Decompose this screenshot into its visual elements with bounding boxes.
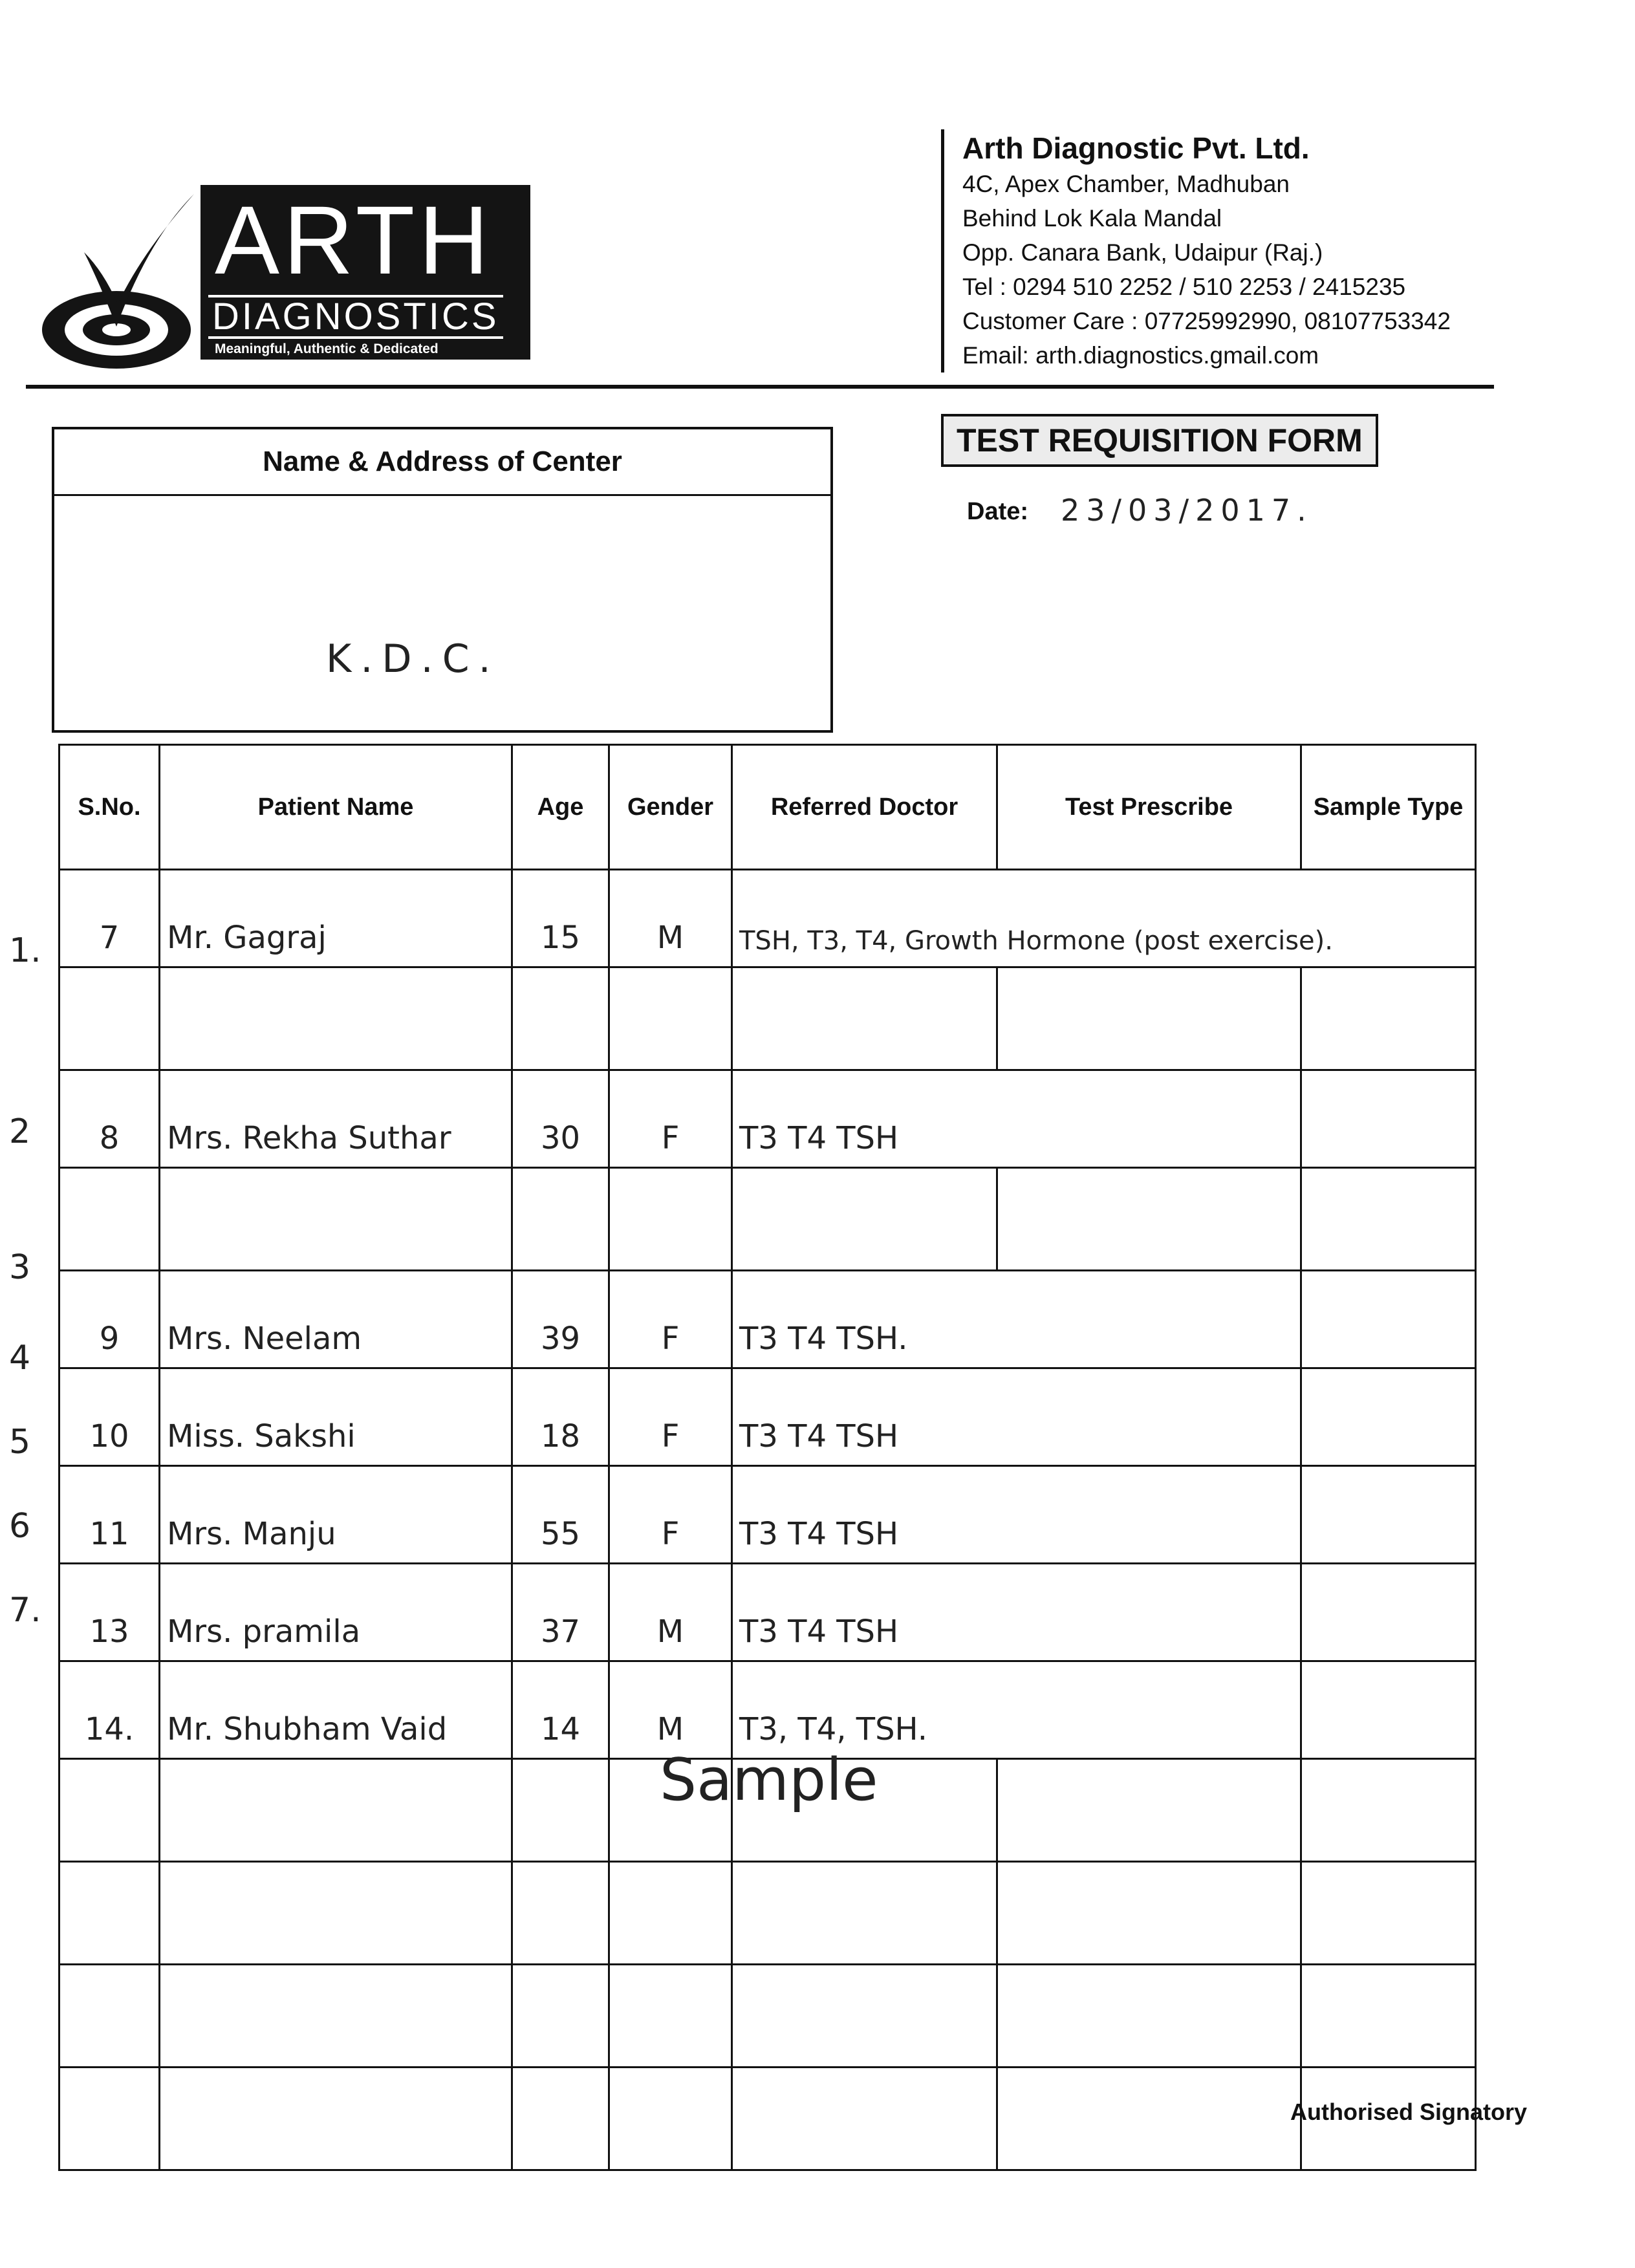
margin-number: 7. [9, 1591, 41, 1630]
tests-cell: T3 T4 TSH. [732, 1271, 1301, 1368]
age-cell: 55 [512, 1466, 609, 1564]
logo-box [200, 185, 530, 360]
sno-cell: 8 [60, 1070, 160, 1168]
date-label: Date: [967, 498, 1029, 525]
sample-type-cell [1301, 1661, 1476, 1759]
center-box [52, 427, 833, 733]
tests-cell: T3, T4, TSH. [732, 1661, 1301, 1759]
requisition-table [58, 744, 1477, 2171]
tests-cell: T3 T4 TSH [732, 1466, 1301, 1564]
logo-wordmark: ARTH [215, 186, 493, 294]
sample-type-cell [1301, 1271, 1476, 1368]
tests-cell: T3 T4 TSH [732, 1368, 1301, 1466]
table-row-empty [60, 1168, 1476, 1271]
sno-cell: 10 [60, 1368, 160, 1466]
gender-cell: F [609, 1466, 732, 1564]
sno-cell: 14. [60, 1661, 160, 1759]
table-row [60, 1466, 1476, 1564]
table-row-empty [60, 1965, 1476, 2068]
patient-name-cell: Mrs. Rekha Suthar [160, 1070, 512, 1168]
header-sno: S.No. [60, 745, 160, 870]
age-cell: 30 [512, 1070, 609, 1168]
table-row [60, 1661, 1476, 1759]
header-patient-name: Patient Name [160, 745, 512, 870]
tests-cell: TSH, T3, T4, Growth Hormone (post exercise). [732, 870, 1476, 967]
sno-cell: 9 [60, 1271, 160, 1368]
header-test-prescribe: Test Prescribe [997, 745, 1301, 870]
patient-name-cell: Mr. Shubham Vaid [160, 1661, 512, 1759]
date-value: 23/03/2017. [1061, 493, 1313, 528]
gender-cell: F [609, 1368, 732, 1466]
sample-type-cell [1301, 1466, 1476, 1564]
table-row-empty [60, 1862, 1476, 1965]
header-age: Age [512, 745, 609, 870]
phone-line: Tel : 0294 510 2252 / 510 2253 / 2415235 [962, 274, 1406, 300]
gender-cell: M [609, 1564, 732, 1661]
table-row-empty [60, 967, 1476, 1070]
authorised-signatory: Authorised Signatory [1290, 2099, 1528, 2125]
age-cell: 18 [512, 1368, 609, 1466]
margin-number: 4 [9, 1339, 31, 1377]
header-gender: Gender [609, 745, 732, 870]
tests-cell: T3 T4 TSH [732, 1070, 1301, 1168]
company-info [941, 129, 1609, 373]
center-label: Name & Address of Center [54, 429, 830, 496]
table-row [60, 1070, 1476, 1168]
gender-cell: M [609, 870, 732, 967]
form-title: TEST REQUISITION FORM [941, 414, 1378, 467]
table-row [60, 1564, 1476, 1661]
gender-cell: F [609, 1271, 732, 1368]
email-line: Email: arth.diagnostics.gmail.com [962, 342, 1319, 369]
header-sample-type: Sample Type [1301, 745, 1476, 870]
sno-cell: 13 [60, 1564, 160, 1661]
logo-tagline: Meaningful, Authentic & Dedicated [215, 341, 439, 356]
header-divider [26, 385, 1494, 389]
table-header-row [60, 745, 1476, 870]
age-cell: 14 [512, 1661, 609, 1759]
margin-number: 2 [9, 1112, 31, 1151]
table-row [60, 870, 1476, 967]
margin-number: 6 [9, 1507, 31, 1546]
gender-cell: M [609, 1661, 732, 1759]
header-referred-doctor: Referred Doctor [732, 745, 997, 870]
customer-care-line: Customer Care : 07725992990, 08107753342 [962, 308, 1451, 334]
age-cell: 37 [512, 1564, 609, 1661]
handwritten-signature: Sample [660, 1746, 878, 1814]
sample-type-cell [1301, 1368, 1476, 1466]
gender-cell: F [609, 1070, 732, 1168]
margin-number: 1. [9, 931, 41, 970]
logo-subtitle: DIAGNOSTICS [208, 295, 503, 339]
address-line: Opp. Canara Bank, Udaipur (Raj.) [962, 239, 1323, 266]
center-value: K.D.C. [326, 636, 500, 682]
patient-name-cell: Mrs. Manju [160, 1466, 512, 1564]
patient-name-cell: Mrs. pramila [160, 1564, 512, 1661]
sno-cell: 11 [60, 1466, 160, 1564]
address-line: Behind Lok Kala Mandal [962, 205, 1222, 232]
address-line: 4C, Apex Chamber, Madhuban [962, 171, 1290, 197]
table-row-empty [60, 2068, 1476, 2170]
table-row [60, 1271, 1476, 1368]
company-name: Arth Diagnostic Pvt. Ltd. [962, 131, 1310, 165]
patient-name-cell: Miss. Sakshi [160, 1368, 512, 1466]
age-cell: 39 [512, 1271, 609, 1368]
sno-cell: 7 [60, 870, 160, 967]
age-cell: 15 [512, 870, 609, 967]
margin-number: 3 [9, 1248, 31, 1287]
sample-type-cell [1301, 1564, 1476, 1661]
patient-name-cell: Mrs. Neelam [160, 1271, 512, 1368]
table-row [60, 1368, 1476, 1466]
tests-cell: T3 T4 TSH [732, 1564, 1301, 1661]
brand-logo [39, 181, 537, 375]
sample-type-cell [1301, 1070, 1476, 1168]
margin-number: 5 [9, 1423, 31, 1462]
patient-name-cell: Mr. Gagraj [160, 870, 512, 967]
